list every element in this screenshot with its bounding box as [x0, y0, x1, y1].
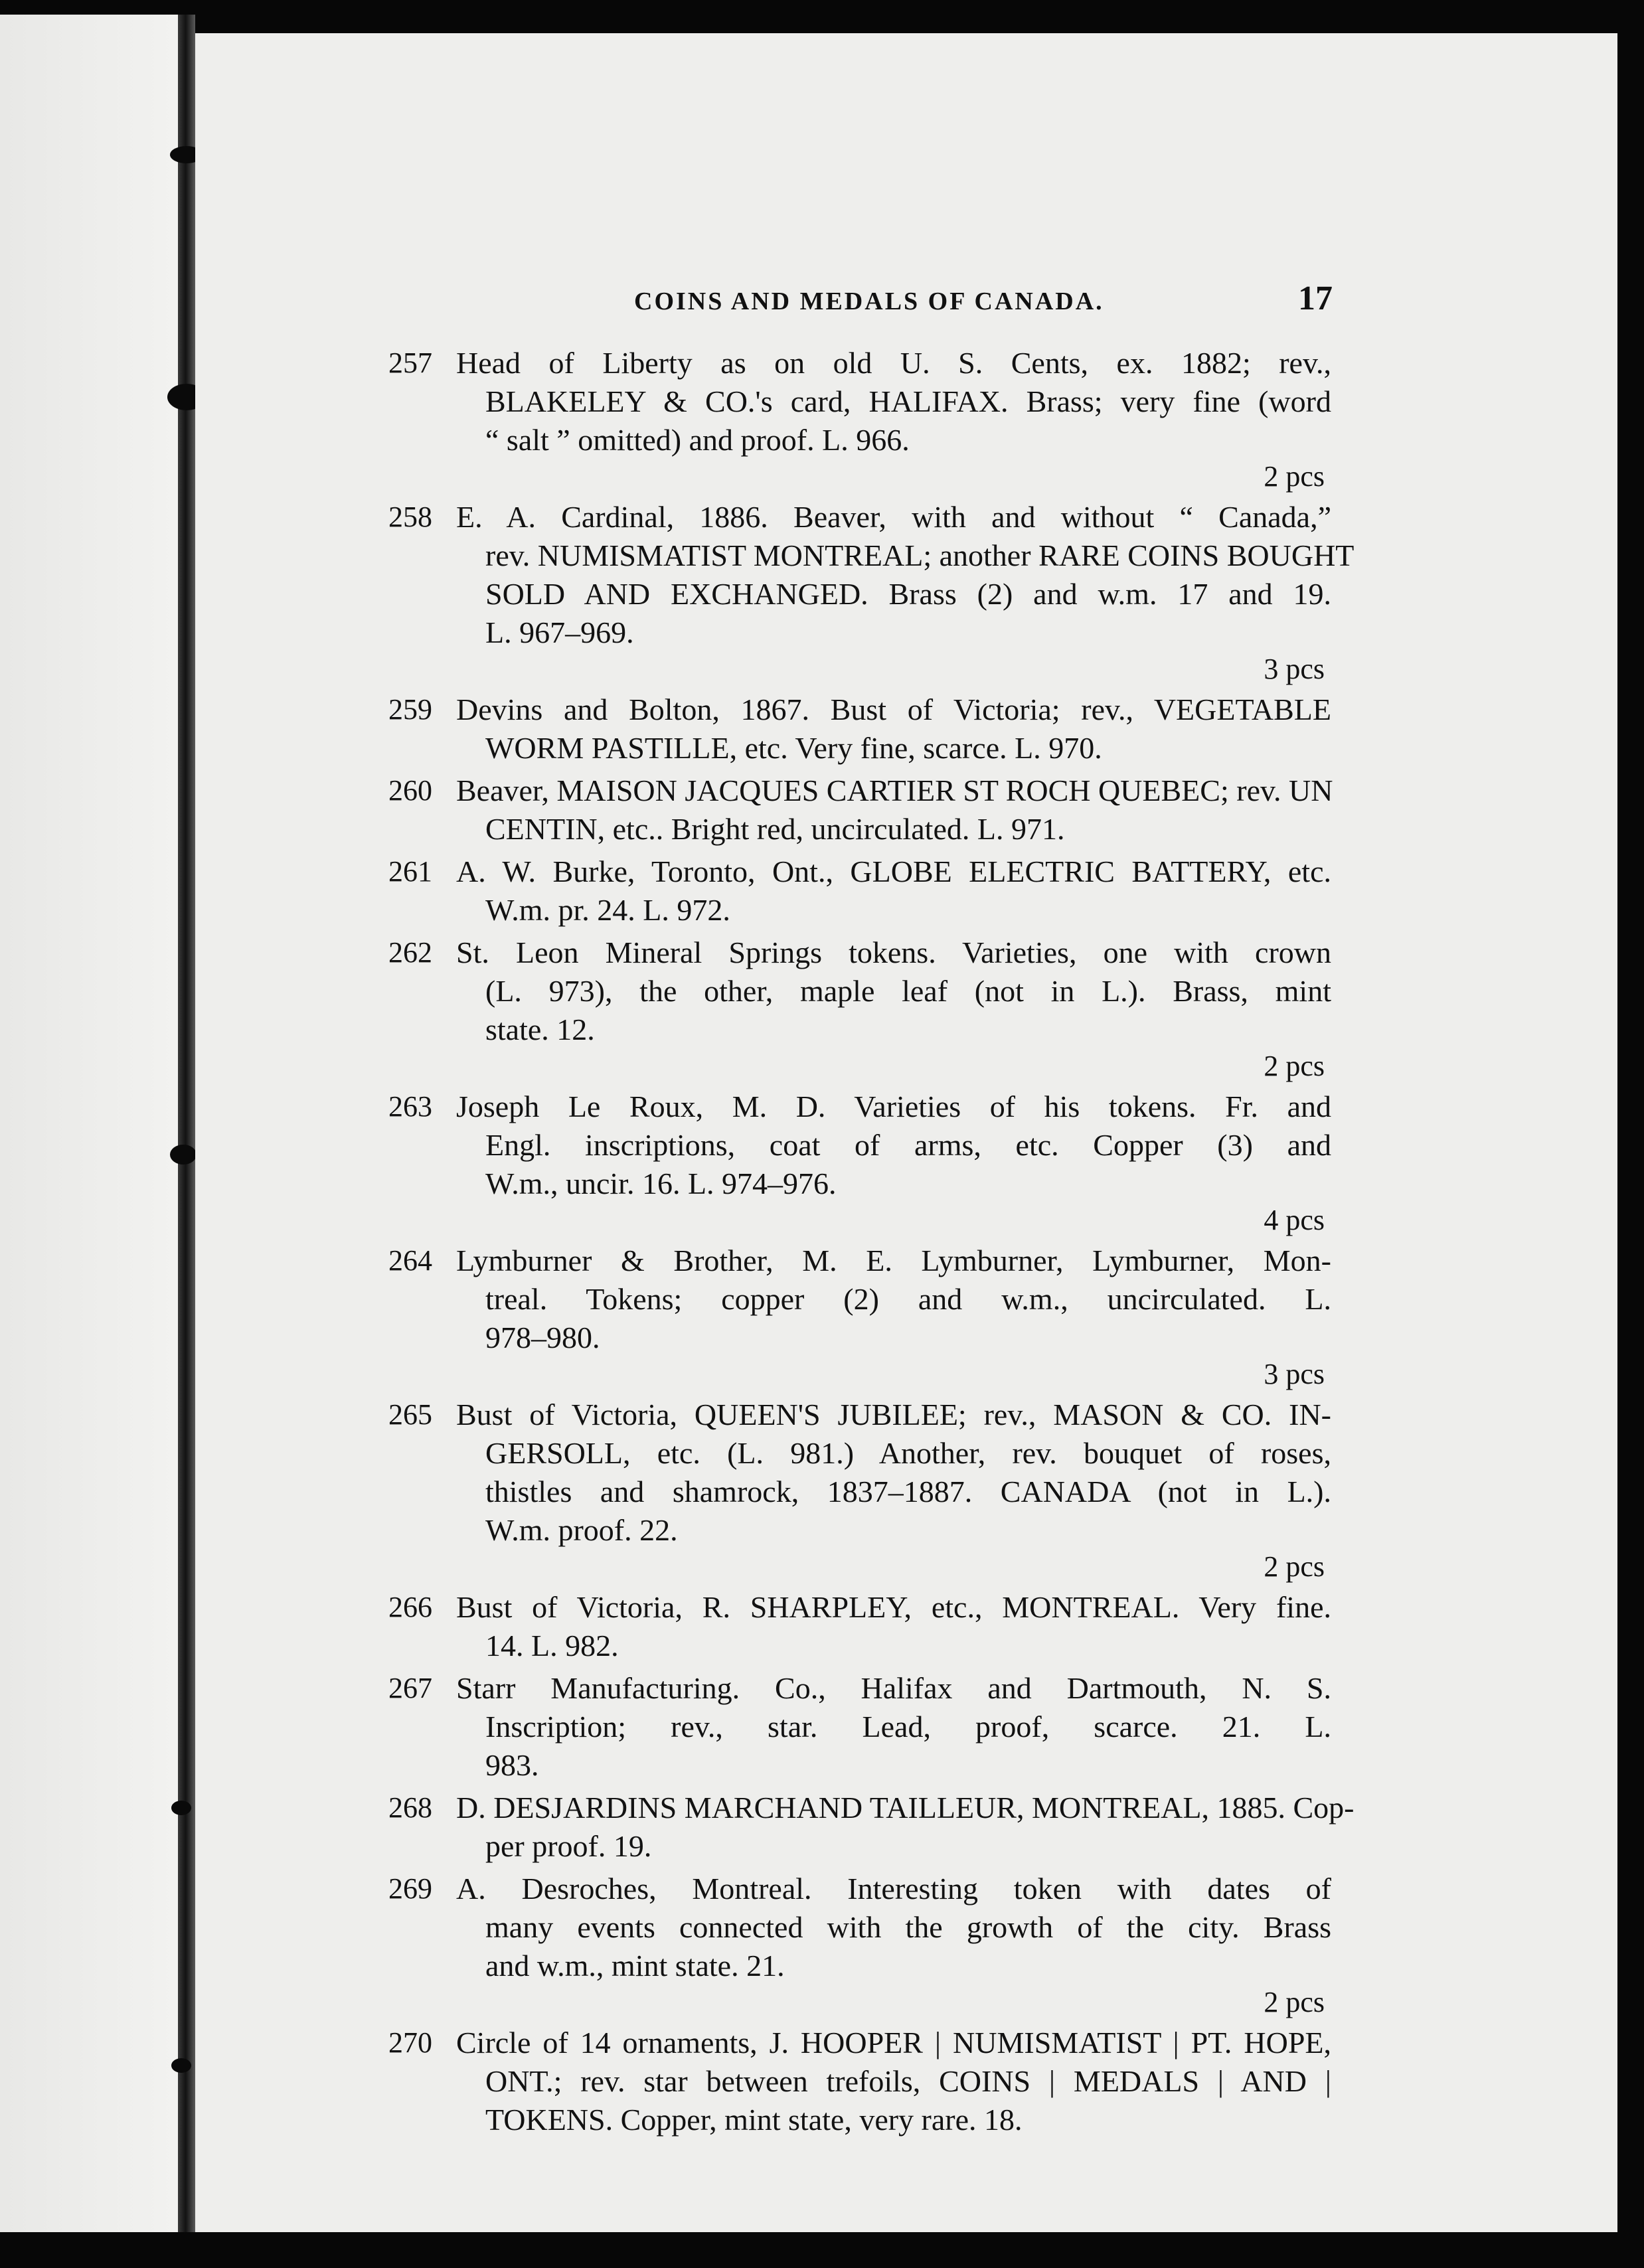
lot-entry: [388, 1588, 1331, 1665]
lot-entry: [388, 1789, 1355, 1866]
lot-number: 268: [388, 1791, 432, 1824]
lot-description: [456, 344, 1331, 494]
description-line: state. 12.: [485, 1012, 595, 1046]
description-line: Inscription; rev., star. Lead, proof, scarce. 21. L.: [485, 1710, 1331, 1743]
description-line: TOKENS. Copper, mint state, very rare. 18.: [485, 2103, 1023, 2137]
lot-entry: [388, 933, 1331, 1084]
lot-entry: [388, 1396, 1331, 1584]
description-line: Bust of Victoria, QUEEN'S JUBILEE; rev., MASON & CO. IN-: [456, 1398, 1331, 1431]
lot-description: [456, 1588, 1331, 1665]
lot-description: [456, 498, 1355, 687]
description-line: thistles and shamrock, 1837–1887. CANADA (not in L.).: [485, 1475, 1331, 1508]
description-line: 14. L. 982.: [485, 1629, 619, 1662]
description-line: treal. Tokens; copper (2) and w.m., uncirculated. L.: [485, 1282, 1331, 1316]
lot-number: 264: [388, 1244, 432, 1277]
lot-description: [456, 1242, 1331, 1392]
lot-entry: [388, 2024, 1331, 2139]
lot-entry: [388, 852, 1331, 930]
lot-list: [388, 344, 1355, 2143]
description-line: W.m. proof. 22.: [485, 1513, 678, 1547]
lot-number: 266: [388, 1591, 432, 1623]
description-line: Starr Manufacturing. Co., Halifax and Dartmouth, N. S.: [456, 1671, 1331, 1705]
piece-count: 4 pcs: [1264, 1204, 1325, 1236]
lot-entry: [388, 1088, 1331, 1238]
piece-count: 3 pcs: [1264, 653, 1325, 685]
description-line: 978–980.: [485, 1321, 600, 1354]
description-line: A. W. Burke, Toronto, Ont., GLOBE ELECTRIC BATTERY, etc.: [456, 854, 1331, 888]
lot-description: [456, 771, 1331, 849]
lot-number: 270: [388, 2026, 432, 2059]
piece-count: 2 pcs: [1264, 460, 1325, 493]
binding-hole: [171, 1801, 191, 1815]
description-line: L. 967–969.: [485, 615, 634, 649]
description-line: Head of Liberty as on old U. S. Cents, ex. 1882; rev.,: [456, 346, 1331, 380]
description-line: and w.m., mint state. 21.: [485, 1949, 785, 1983]
lot-description: [456, 1870, 1331, 2020]
description-line: many events connected with the growth of the city. Brass: [485, 1910, 1331, 1944]
lot-entry: [388, 690, 1331, 768]
binding-hole: [171, 2058, 191, 2073]
description-line: rev. NUMISMATIST MONTREAL; another RARE COINS BOUGHT: [485, 538, 1355, 572]
description-line: ONT.; rev. star between trefoils, COINS | MEDALS | AND |: [485, 2064, 1331, 2098]
description-line: per proof. 19.: [485, 1829, 652, 1863]
description-line: Beaver, MAISON JACQUES CARTIER ST ROCH QUEBEC; rev. UN: [456, 773, 1333, 807]
description-line: GERSOLL, etc. (L. 981.) Another, rev. bouquet of roses,: [485, 1436, 1331, 1470]
facing-page: [0, 15, 178, 2232]
lot-number: 257: [388, 347, 432, 379]
lot-number: 259: [388, 693, 432, 726]
lot-description: [456, 1789, 1355, 1866]
description-line: W.m. pr. 24. L. 972.: [485, 893, 730, 927]
lot-description: [456, 1669, 1331, 1785]
description-line: (L. 973), the other, maple leaf (not in L.). Brass, mint: [485, 974, 1331, 1008]
lot-description: [456, 1396, 1331, 1584]
lot-description: [456, 852, 1331, 930]
description-line: A. Desroches, Montreal. Interesting token with dates of: [456, 1872, 1331, 1905]
description-line: D. DESJARDINS MARCHAND TAILLEUR, MONTREAL, 1885. Cop-: [456, 1791, 1355, 1824]
description-line: St. Leon Mineral Springs tokens. Varieties, one with crown: [456, 935, 1331, 969]
lot-number: 263: [388, 1090, 432, 1123]
piece-count: 2 pcs: [1264, 1050, 1325, 1082]
description-line: WORM PASTILLE, etc. Very fine, scarce. L. 970.: [485, 731, 1102, 765]
piece-count: 3 pcs: [1264, 1358, 1325, 1390]
lot-number: 267: [388, 1672, 432, 1704]
lot-number: 261: [388, 855, 432, 888]
lot-entry: [388, 771, 1331, 849]
piece-count: 2 pcs: [1264, 1550, 1325, 1583]
description-line: BLAKELEY & CO.'s card, HALIFAX. Brass; very fine (word: [485, 384, 1331, 418]
description-line: CENTIN, etc.. Bright red, uncirculated. L. 971.: [485, 812, 1065, 846]
description-line: “ salt ” omitted) and proof. L. 966.: [485, 423, 910, 457]
description-line: Engl. inscriptions, coat of arms, etc. Copper (3) and: [485, 1128, 1331, 1162]
lot-description: [456, 1088, 1331, 1238]
book-gutter: [178, 15, 195, 2232]
lot-entry: [388, 1669, 1331, 1785]
lot-description: [456, 690, 1331, 768]
description-line: W.m., uncir. 16. L. 974–976.: [485, 1167, 837, 1200]
lot-number: 258: [388, 501, 432, 533]
lot-entry: [388, 1242, 1331, 1392]
description-line: Bust of Victoria, R. SHARPLEY, etc., MONTREAL. Very fine.: [456, 1590, 1331, 1624]
description-line: Joseph Le Roux, M. D. Varieties of his tokens. Fr. and: [456, 1090, 1331, 1123]
lot-number: 265: [388, 1398, 432, 1431]
description-line: E. A. Cardinal, 1886. Beaver, with and without “ Canada,”: [456, 500, 1331, 534]
page-number: 17: [1298, 280, 1333, 317]
lot-number: 269: [388, 1872, 432, 1905]
description-line: Circle of 14 ornaments, J. HOOPER | NUMISMATIST | PT. HOPE,: [456, 2026, 1331, 2060]
running-head: COINS AND MEDALS OF CANADA.: [634, 287, 1104, 315]
description-line: SOLD AND EXCHANGED. Brass (2) and w.m. 17 and 19.: [485, 577, 1331, 611]
lot-entry: [388, 1870, 1331, 2020]
piece-count: 2 pcs: [1264, 1986, 1325, 2018]
lot-number: 262: [388, 936, 432, 969]
description-line: Devins and Bolton, 1867. Bust of Victoria; rev., VEGETABLE: [456, 692, 1331, 726]
lot-description: [456, 2024, 1331, 2139]
binding-hole: [170, 1145, 197, 1165]
lot-entry: [388, 344, 1331, 494]
description-line: Lymburner & Brother, M. E. Lymburner, Lymburner, Mon-: [456, 1244, 1331, 1277]
lot-description: [456, 933, 1331, 1084]
lot-entry: [388, 498, 1355, 687]
description-line: 983.: [485, 1748, 539, 1782]
lot-number: 260: [388, 774, 432, 807]
